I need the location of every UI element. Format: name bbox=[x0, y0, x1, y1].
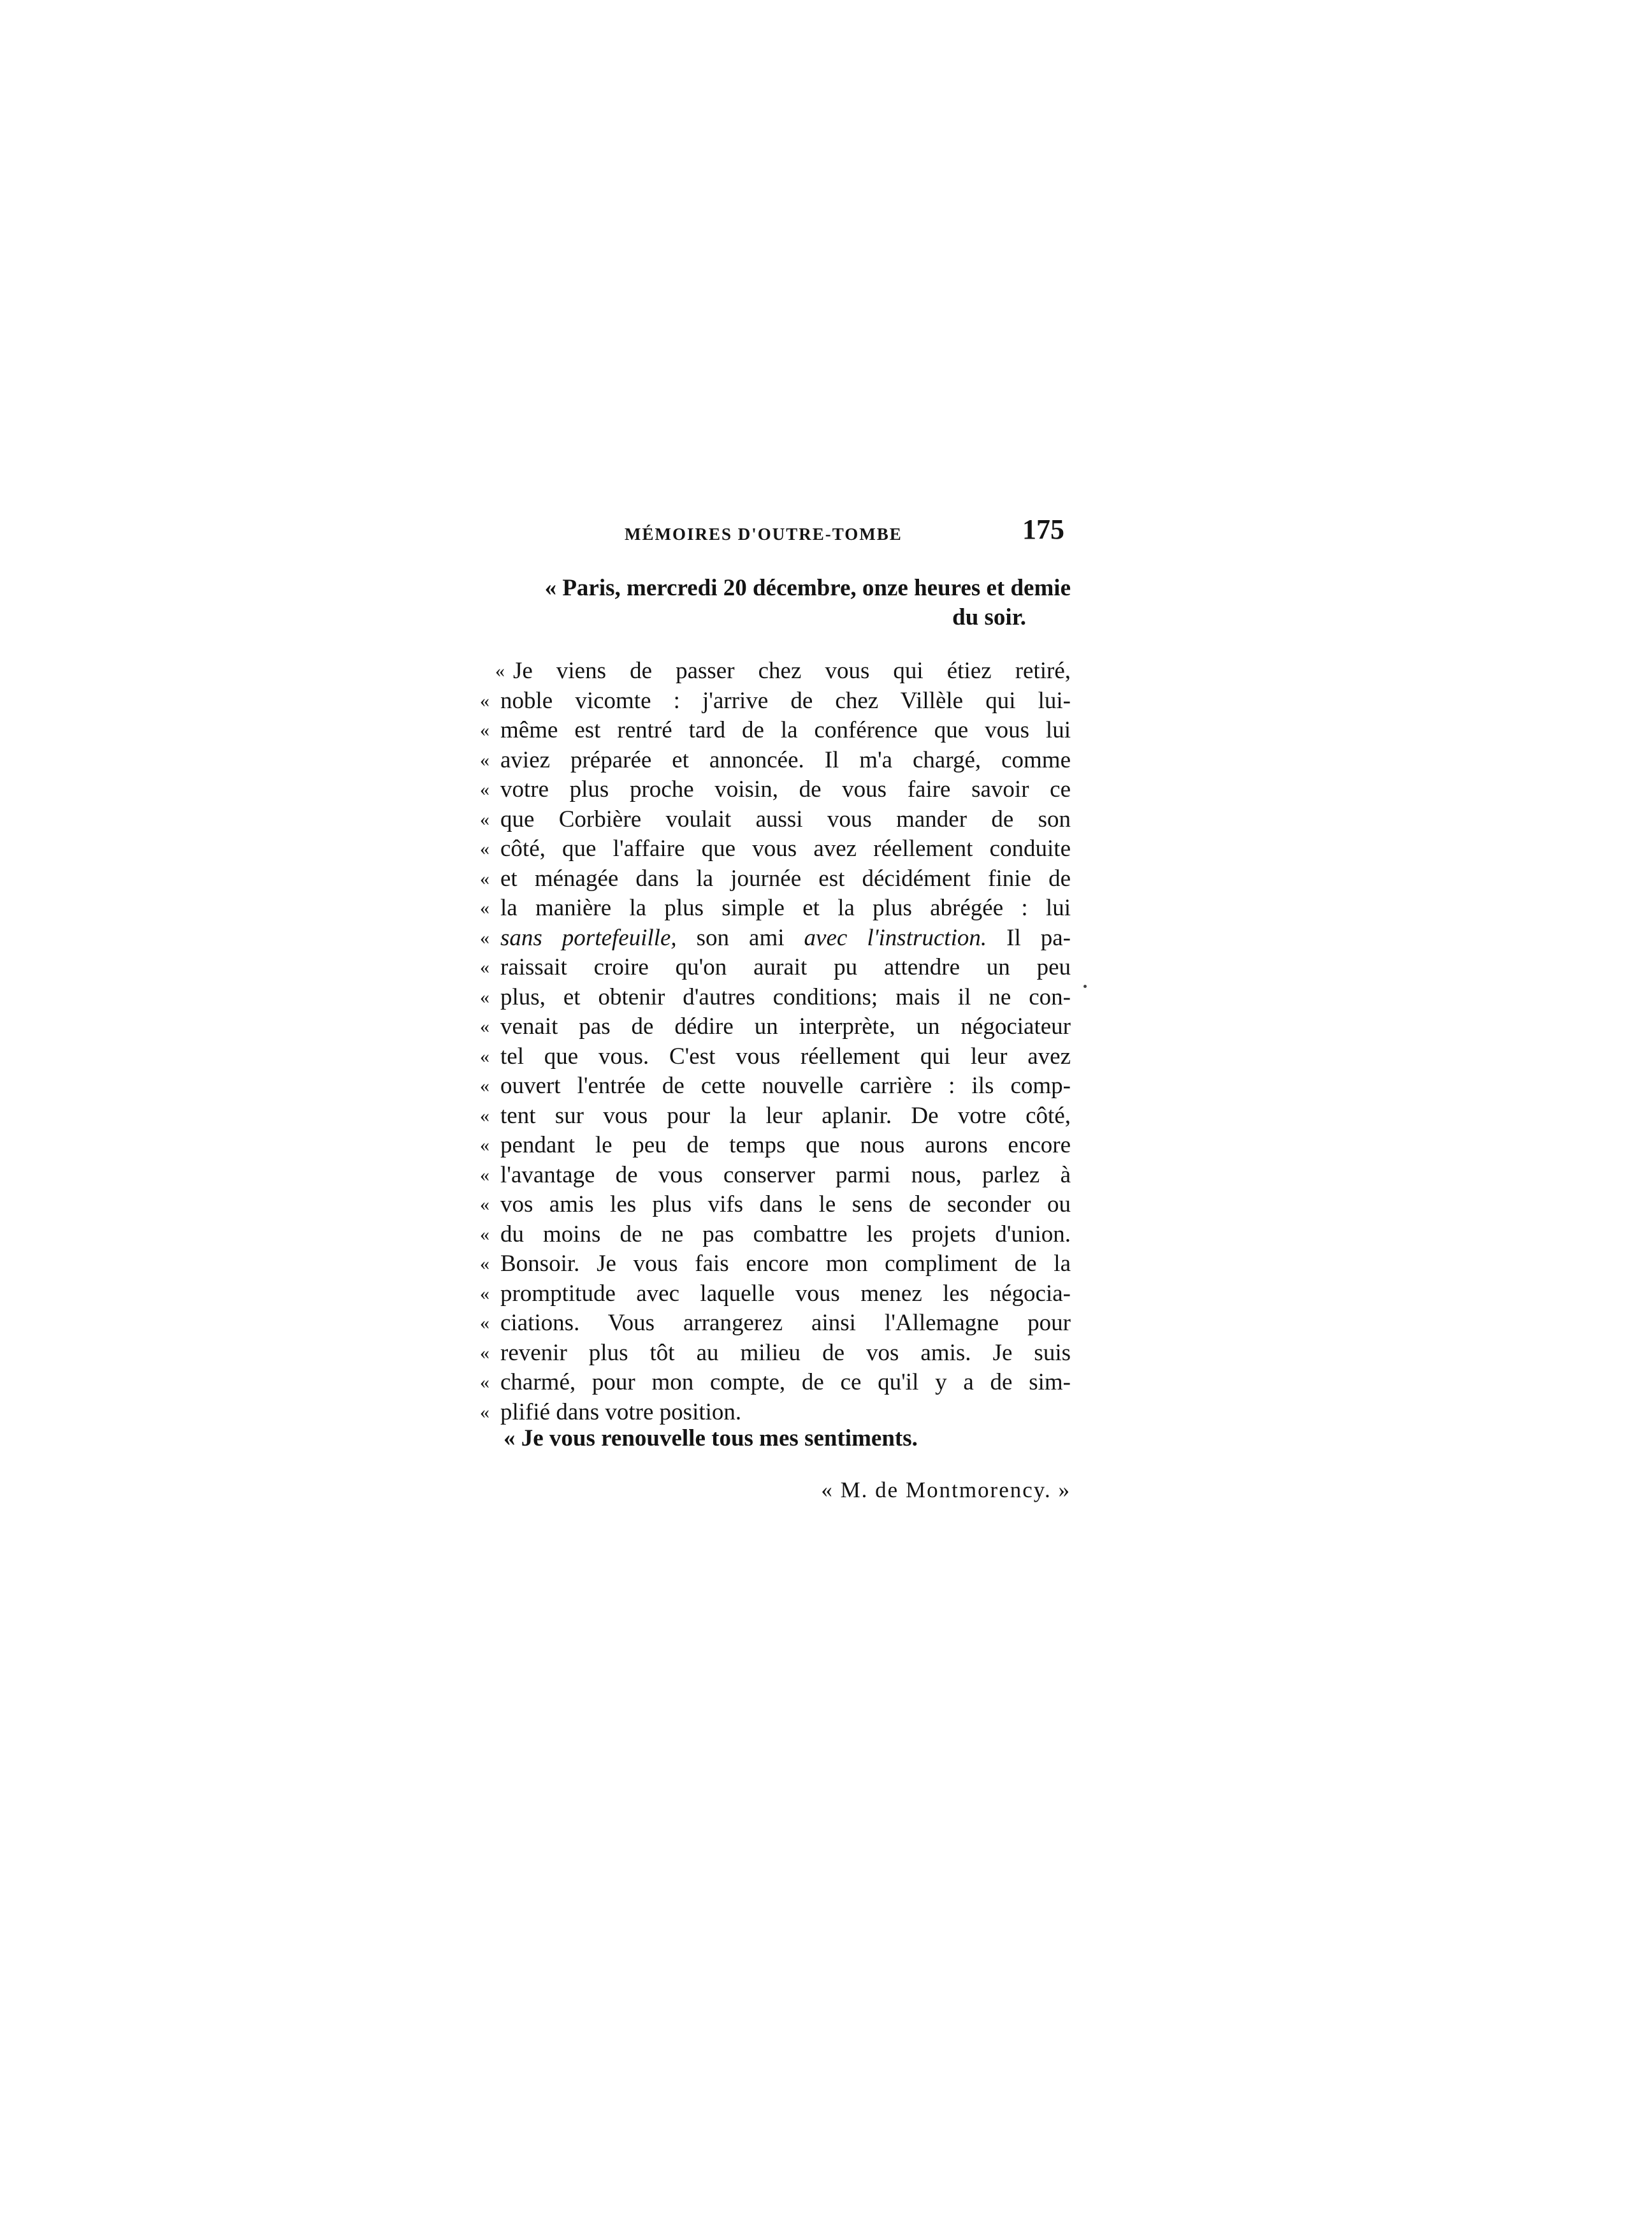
letter-line bbox=[481, 1131, 1071, 1161]
letter-line bbox=[481, 1339, 1071, 1368]
line-text: côté, que l'affaire que vous avez réellement conduite bbox=[500, 836, 1071, 862]
dateline-line-1: « Paris, mercredi 20 décembre, onze heures et demie bbox=[544, 575, 1071, 601]
line-text: aviez préparée et annoncée. Il m'a chargé, comme bbox=[500, 746, 1071, 773]
letter-line bbox=[481, 1101, 1071, 1131]
letter-line bbox=[481, 1249, 1071, 1279]
letter-line bbox=[481, 1071, 1071, 1101]
letter-line bbox=[481, 1309, 1071, 1339]
letter-line bbox=[481, 864, 1071, 894]
letter-line bbox=[481, 1368, 1071, 1398]
letter-line bbox=[481, 1042, 1071, 1072]
line-text: noble vicomte : j'arrive de chez Villèle qui lui- bbox=[500, 687, 1071, 714]
letter-line bbox=[481, 924, 1071, 954]
line-text: pendant le peu de temps que nous aurons encore bbox=[500, 1132, 1071, 1158]
letter-line bbox=[481, 805, 1071, 835]
quote-mark: « bbox=[495, 660, 505, 681]
line-text: du moins de ne pas combattre les projets d'union. bbox=[500, 1221, 1071, 1247]
dateline-line-2: du soir. bbox=[952, 604, 1026, 630]
quote-mark: « bbox=[480, 779, 489, 800]
text-segment: Il pa- bbox=[987, 924, 1071, 951]
text-segment: son ami bbox=[676, 924, 804, 951]
quote-mark: « bbox=[480, 868, 489, 889]
quote-mark: « bbox=[480, 749, 489, 771]
line-text: ouvert l'entrée de cette nouvelle carrière : ils comp- bbox=[500, 1073, 1071, 1099]
line-text: et ménagée dans la journée est décidément finie de bbox=[500, 865, 1071, 892]
quote-mark: « bbox=[480, 1016, 489, 1037]
letter-body bbox=[481, 657, 1071, 1427]
line-text: revenir plus tôt au milieu de vos amis. Je suis bbox=[500, 1339, 1071, 1366]
quote-mark: « bbox=[480, 1342, 489, 1363]
quote-mark: « bbox=[480, 1075, 489, 1096]
letter-line bbox=[481, 657, 1071, 686]
line-text: Je viens de passer chez vous qui étiez retiré, bbox=[513, 658, 1071, 684]
quote-mark: « bbox=[480, 1135, 489, 1156]
page-number: 175 bbox=[1022, 514, 1064, 545]
line-text: plifié dans votre position. bbox=[500, 1398, 742, 1425]
quote-mark: « bbox=[480, 1194, 489, 1215]
line-text: tel que vous. C'est vous réellement qui leur avez bbox=[500, 1043, 1071, 1070]
line-text: que Corbière voulait aussi vous mander de son bbox=[500, 806, 1071, 832]
line-text: charmé, pour mon compte, de ce qu'il y a de sim- bbox=[500, 1369, 1071, 1395]
quote-mark: « bbox=[480, 808, 489, 830]
quote-mark: « bbox=[480, 1282, 489, 1304]
letter-line bbox=[481, 746, 1071, 776]
stray-ink-dot bbox=[1083, 985, 1087, 988]
line-text: tent sur vous pour la leur aplanir. De votre côté, bbox=[500, 1102, 1071, 1129]
line-text: promptitude avec laquelle vous menez les négocia- bbox=[500, 1280, 1071, 1307]
letter-line bbox=[481, 716, 1071, 746]
letter-line bbox=[481, 1398, 1071, 1428]
letter-signature: « M. de Montmorency. » bbox=[821, 1477, 1071, 1502]
quote-mark: « bbox=[480, 986, 489, 1008]
letter-line bbox=[481, 1190, 1071, 1220]
quote-mark: « bbox=[480, 1372, 489, 1393]
line-text: l'avantage de vous conserver parmi nous, parlez à bbox=[500, 1161, 1071, 1188]
quote-mark: « bbox=[480, 957, 489, 978]
quote-mark: « bbox=[480, 1164, 489, 1186]
quote-mark: « bbox=[480, 1105, 489, 1126]
letter-line bbox=[481, 983, 1071, 1013]
quote-mark: « bbox=[480, 1253, 489, 1274]
line-text: votre plus proche voisin, de vous faire savoir ce bbox=[500, 776, 1071, 802]
letter-line bbox=[481, 775, 1071, 805]
letter-line bbox=[481, 1220, 1071, 1250]
italic-phrase: avec l'instruction. bbox=[804, 924, 987, 951]
quote-mark: « bbox=[480, 1045, 489, 1067]
quote-mark: « bbox=[480, 690, 489, 711]
letter-line bbox=[481, 686, 1071, 716]
line-text: la manière la plus simple et la plus abrégée : lui bbox=[500, 895, 1071, 921]
quote-mark: « bbox=[480, 1223, 489, 1245]
letter-line bbox=[481, 1279, 1071, 1309]
quote-mark: « bbox=[480, 838, 489, 859]
letter-closing: « Je vous renouvelle tous mes sentiments. bbox=[504, 1425, 918, 1451]
line-text: plus, et obtenir d'autres conditions; mais il ne con- bbox=[500, 984, 1071, 1010]
letter-line bbox=[481, 894, 1071, 924]
quote-mark: « bbox=[480, 720, 489, 741]
letter-line bbox=[481, 953, 1071, 983]
quote-mark: « bbox=[480, 1312, 489, 1333]
line-text: raissait croire qu'on aurait pu attendre un peu bbox=[500, 954, 1071, 980]
line-text: venait pas de dédire un interprète, un négociateur bbox=[500, 1013, 1071, 1040]
letter-line bbox=[481, 1012, 1071, 1042]
quote-mark: « bbox=[480, 927, 489, 948]
letter-dateline bbox=[504, 574, 1071, 632]
line-text: vos amis les plus vifs dans le sens de seconder ou bbox=[500, 1191, 1071, 1217]
page-header bbox=[625, 513, 1064, 551]
letter-line bbox=[481, 1161, 1071, 1191]
quote-mark: « bbox=[480, 897, 489, 918]
line-text: Bonsoir. Je vous fais encore mon compliment de la bbox=[500, 1251, 1071, 1277]
letter-line bbox=[481, 834, 1071, 864]
line-text: même est rentré tard de la conférence que vous lui bbox=[500, 717, 1071, 743]
running-title: MÉMOIRES D'OUTRE-TOMBE bbox=[625, 525, 902, 544]
line-text: ciations. Vous arrangerez ainsi l'Allemagne pour bbox=[500, 1310, 1071, 1336]
quote-mark: « bbox=[480, 1401, 489, 1423]
line-text bbox=[500, 924, 1071, 954]
italic-phrase: sans portefeuille, bbox=[500, 924, 677, 951]
